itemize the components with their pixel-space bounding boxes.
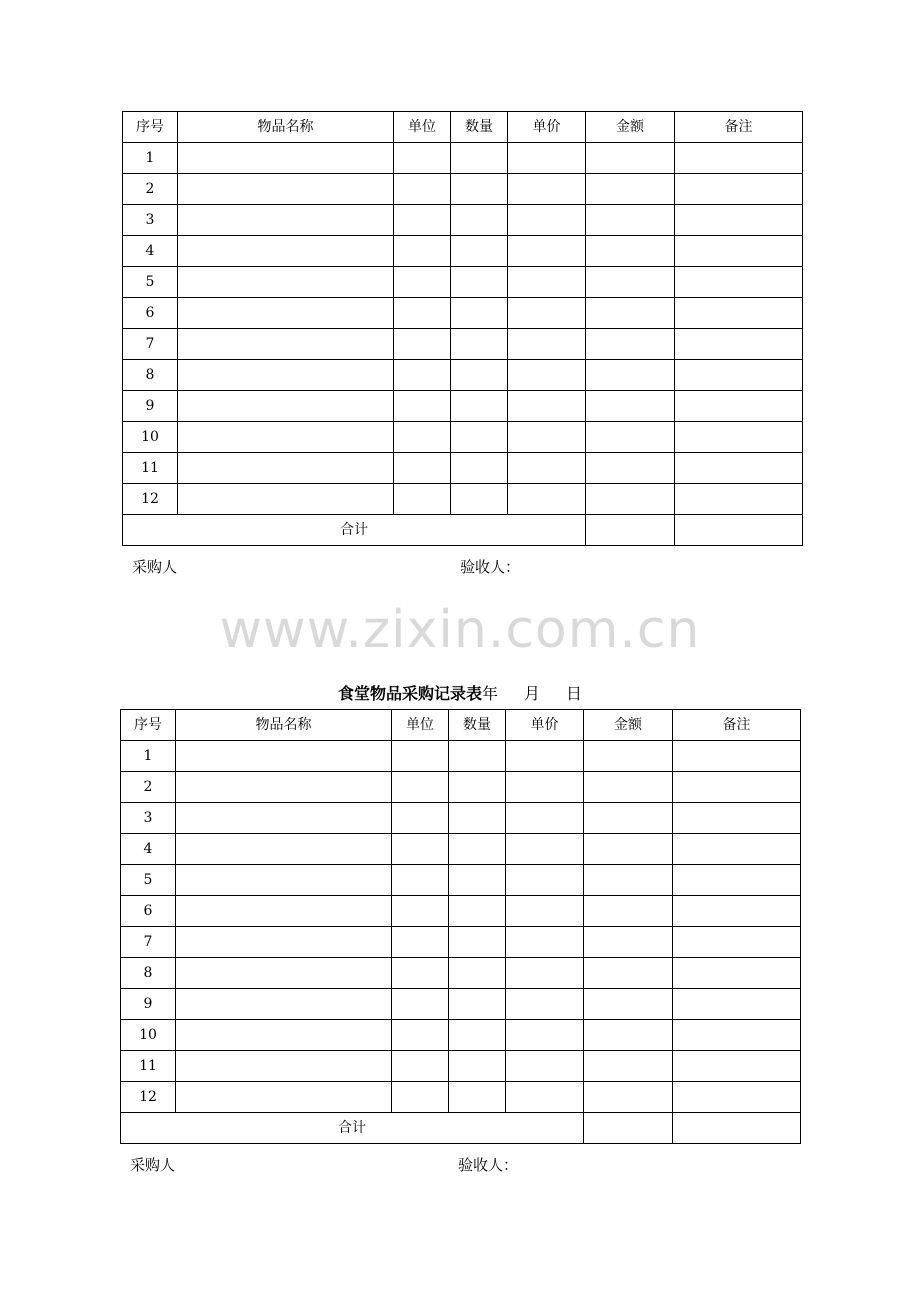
unit-price-cell[interactable]	[506, 1051, 584, 1082]
unit-cell[interactable]	[392, 989, 449, 1020]
row-number: 12	[121, 1082, 176, 1113]
remarks-cell[interactable]	[673, 803, 801, 834]
quantity-cell[interactable]	[449, 803, 506, 834]
unit-price-cell[interactable]	[508, 422, 586, 453]
quantity-cell[interactable]	[451, 360, 508, 391]
unit-price-cell[interactable]	[508, 298, 586, 329]
unit-cell[interactable]	[394, 329, 451, 360]
row-number: 8	[123, 360, 178, 391]
amount-cell[interactable]	[584, 803, 673, 834]
total-label: 合计	[123, 515, 586, 546]
quantity-cell[interactable]	[449, 1020, 506, 1051]
item-name-cell[interactable]	[178, 267, 394, 298]
quantity-cell[interactable]	[449, 927, 506, 958]
item-name-cell[interactable]	[176, 865, 392, 896]
purchase-table-1	[122, 111, 803, 546]
unit-price-cell[interactable]	[508, 391, 586, 422]
date-day-label: 日	[566, 684, 583, 703]
amount-cell[interactable]	[584, 989, 673, 1020]
table-row	[123, 298, 803, 329]
quantity-cell[interactable]	[449, 865, 506, 896]
quantity-cell[interactable]	[451, 453, 508, 484]
amount-cell[interactable]	[586, 484, 675, 515]
amount-cell[interactable]	[586, 360, 675, 391]
unit-cell[interactable]	[394, 391, 451, 422]
amount-cell[interactable]	[584, 834, 673, 865]
item-name-cell[interactable]	[176, 896, 392, 927]
header-cell-amount: 金额	[584, 710, 673, 741]
table-row	[121, 989, 801, 1020]
unit-price-cell[interactable]	[506, 834, 584, 865]
unit-cell[interactable]	[392, 803, 449, 834]
unit-cell[interactable]	[394, 360, 451, 391]
quantity-cell[interactable]	[451, 329, 508, 360]
table-row	[121, 1082, 801, 1113]
remarks-cell[interactable]	[675, 236, 803, 267]
unit-price-cell[interactable]	[508, 143, 586, 174]
unit-cell[interactable]	[392, 741, 449, 772]
unit-cell[interactable]	[394, 205, 451, 236]
quantity-cell[interactable]	[451, 205, 508, 236]
header-cell-unit: 单位	[392, 710, 449, 741]
total-row	[121, 1113, 801, 1144]
quantity-cell[interactable]	[451, 298, 508, 329]
unit-cell[interactable]	[394, 484, 451, 515]
unit-cell[interactable]	[392, 896, 449, 927]
unit-price-cell[interactable]	[506, 741, 584, 772]
remarks-cell[interactable]	[673, 958, 801, 989]
unit-cell[interactable]	[394, 453, 451, 484]
remarks-cell[interactable]	[673, 927, 801, 958]
total-remarks-cell[interactable]	[673, 1113, 801, 1144]
unit-price-cell[interactable]	[506, 958, 584, 989]
amount-cell[interactable]	[586, 422, 675, 453]
remarks-cell[interactable]	[675, 143, 803, 174]
item-name-cell[interactable]	[178, 484, 394, 515]
row-number: 12	[123, 484, 178, 515]
row-number: 6	[121, 896, 176, 927]
unit-price-cell[interactable]	[506, 989, 584, 1020]
amount-cell[interactable]	[584, 865, 673, 896]
header-cell-item-name: 物品名称	[176, 710, 392, 741]
header-cell-seq: 序号	[123, 112, 178, 143]
unit-price-cell[interactable]	[508, 174, 586, 205]
table-row	[121, 834, 801, 865]
amount-cell[interactable]	[584, 958, 673, 989]
quantity-cell[interactable]	[451, 143, 508, 174]
unit-price-cell[interactable]	[508, 360, 586, 391]
unit-price-cell[interactable]	[506, 1082, 584, 1113]
item-name-cell[interactable]	[176, 958, 392, 989]
purchaser-label: 采购人	[130, 1156, 176, 1174]
date-year-label: 年	[481, 684, 498, 703]
remarks-cell[interactable]	[675, 453, 803, 484]
item-name-cell[interactable]	[178, 422, 394, 453]
quantity-cell[interactable]	[451, 391, 508, 422]
unit-cell[interactable]	[394, 298, 451, 329]
inspector-label: 验收人：	[460, 558, 521, 576]
unit-cell[interactable]	[392, 865, 449, 896]
unit-cell[interactable]	[394, 174, 451, 205]
remarks-cell[interactable]	[673, 1082, 801, 1113]
purchaser-label: 采购人	[132, 558, 178, 576]
item-name-cell[interactable]	[176, 1020, 392, 1051]
amount-cell[interactable]	[584, 1020, 673, 1051]
quantity-cell[interactable]	[449, 1051, 506, 1082]
total-amount-cell[interactable]	[584, 1113, 673, 1144]
row-number: 5	[123, 267, 178, 298]
table-row	[121, 741, 801, 772]
item-name-cell[interactable]	[176, 741, 392, 772]
header-cell-unit-price: 单价	[508, 112, 586, 143]
unit-price-cell[interactable]	[506, 896, 584, 927]
table-row	[121, 1020, 801, 1051]
table-row	[123, 174, 803, 205]
table-row	[121, 896, 801, 927]
quantity-cell[interactable]	[451, 236, 508, 267]
header-row	[123, 112, 803, 143]
amount-cell[interactable]	[586, 143, 675, 174]
unit-cell[interactable]	[392, 927, 449, 958]
item-name-cell[interactable]	[176, 927, 392, 958]
remarks-cell[interactable]	[673, 1051, 801, 1082]
row-number: 1	[121, 741, 176, 772]
total-amount-cell[interactable]	[586, 515, 675, 546]
amount-cell[interactable]	[586, 236, 675, 267]
row-number: 6	[123, 298, 178, 329]
item-name-cell[interactable]	[178, 205, 394, 236]
amount-cell[interactable]	[586, 391, 675, 422]
quantity-cell[interactable]	[449, 958, 506, 989]
table-row	[123, 391, 803, 422]
item-name-cell[interactable]	[178, 391, 394, 422]
unit-price-cell[interactable]	[508, 453, 586, 484]
item-name-cell[interactable]	[178, 360, 394, 391]
table-row	[123, 143, 803, 174]
form-title: 食堂物品采购记录表	[337, 684, 482, 703]
row-number: 4	[123, 236, 178, 267]
remarks-cell[interactable]	[675, 484, 803, 515]
remarks-cell[interactable]	[673, 1020, 801, 1051]
amount-cell[interactable]	[584, 1082, 673, 1113]
amount-cell[interactable]	[584, 896, 673, 927]
unit-cell[interactable]	[392, 1020, 449, 1051]
form-title-line	[0, 681, 920, 704]
row-number: 7	[123, 329, 178, 360]
table-row	[123, 329, 803, 360]
table-body	[121, 741, 801, 1113]
amount-cell[interactable]	[586, 453, 675, 484]
amount-cell[interactable]	[586, 267, 675, 298]
unit-price-cell[interactable]	[508, 267, 586, 298]
date-month-label: 月	[524, 684, 541, 703]
unit-cell[interactable]	[394, 236, 451, 267]
row-number: 4	[121, 834, 176, 865]
table-row	[123, 360, 803, 391]
remarks-cell[interactable]	[675, 174, 803, 205]
amount-cell[interactable]	[584, 1051, 673, 1082]
row-number: 5	[121, 865, 176, 896]
header-cell-amount: 金额	[586, 112, 675, 143]
header-cell-unit: 单位	[394, 112, 451, 143]
total-row	[123, 515, 803, 546]
unit-price-cell[interactable]	[506, 1020, 584, 1051]
row-number: 2	[123, 174, 178, 205]
remarks-cell[interactable]	[675, 205, 803, 236]
row-number: 2	[121, 772, 176, 803]
table-row	[123, 422, 803, 453]
unit-cell[interactable]	[394, 422, 451, 453]
quantity-cell[interactable]	[449, 1082, 506, 1113]
remarks-cell[interactable]	[673, 865, 801, 896]
header-cell-item-name: 物品名称	[178, 112, 394, 143]
row-number: 11	[123, 453, 178, 484]
unit-price-cell[interactable]	[506, 927, 584, 958]
header-cell-seq: 序号	[121, 710, 176, 741]
table-row	[123, 205, 803, 236]
amount-cell[interactable]	[584, 927, 673, 958]
quantity-cell[interactable]	[451, 484, 508, 515]
item-name-cell[interactable]	[178, 236, 394, 267]
row-number: 9	[121, 989, 176, 1020]
amount-cell[interactable]	[586, 205, 675, 236]
table-row	[123, 484, 803, 515]
item-name-cell[interactable]	[178, 453, 394, 484]
remarks-cell[interactable]	[675, 298, 803, 329]
unit-price-cell[interactable]	[508, 205, 586, 236]
item-name-cell[interactable]	[176, 834, 392, 865]
total-label: 合计	[121, 1113, 584, 1144]
unit-price-cell[interactable]	[508, 236, 586, 267]
unit-price-cell[interactable]	[506, 772, 584, 803]
unit-cell[interactable]	[392, 1051, 449, 1082]
unit-price-cell[interactable]	[506, 865, 584, 896]
amount-cell[interactable]	[584, 741, 673, 772]
amount-cell[interactable]	[586, 174, 675, 205]
remarks-cell[interactable]	[675, 391, 803, 422]
table-row	[121, 927, 801, 958]
remarks-cell[interactable]	[675, 422, 803, 453]
remarks-cell[interactable]	[673, 741, 801, 772]
item-name-cell[interactable]	[178, 143, 394, 174]
item-name-cell[interactable]	[178, 298, 394, 329]
item-name-cell[interactable]	[176, 1051, 392, 1082]
inspector-label: 验收人：	[458, 1156, 519, 1174]
remarks-cell[interactable]	[673, 989, 801, 1020]
table-row	[121, 865, 801, 896]
amount-cell[interactable]	[584, 772, 673, 803]
header-cell-unit-price: 单价	[506, 710, 584, 741]
table-row	[123, 267, 803, 298]
quantity-cell[interactable]	[449, 741, 506, 772]
quantity-cell[interactable]	[451, 174, 508, 205]
unit-cell[interactable]	[394, 143, 451, 174]
row-number: 9	[123, 391, 178, 422]
remarks-cell[interactable]	[673, 896, 801, 927]
remarks-cell[interactable]	[675, 360, 803, 391]
item-name-cell[interactable]	[176, 1082, 392, 1113]
quantity-cell[interactable]	[451, 267, 508, 298]
row-number: 10	[121, 1020, 176, 1051]
header-cell-remarks: 备注	[675, 112, 803, 143]
unit-price-cell[interactable]	[506, 803, 584, 834]
amount-cell[interactable]	[586, 329, 675, 360]
watermark: www.zixin.com.cn	[219, 600, 701, 660]
purchase-table-2	[120, 709, 801, 1144]
remarks-cell[interactable]	[675, 267, 803, 298]
item-name-cell[interactable]	[176, 989, 392, 1020]
unit-cell[interactable]	[394, 267, 451, 298]
item-name-cell[interactable]	[176, 803, 392, 834]
row-number: 8	[121, 958, 176, 989]
total-remarks-cell[interactable]	[675, 515, 803, 546]
header-cell-quantity: 数量	[451, 112, 508, 143]
quantity-cell[interactable]	[449, 989, 506, 1020]
row-number: 11	[121, 1051, 176, 1082]
unit-cell[interactable]	[392, 1082, 449, 1113]
unit-cell[interactable]	[392, 958, 449, 989]
table-row	[121, 772, 801, 803]
quantity-cell[interactable]	[451, 422, 508, 453]
remarks-cell[interactable]	[673, 772, 801, 803]
table-body	[123, 143, 803, 515]
row-number: 3	[121, 803, 176, 834]
unit-cell[interactable]	[392, 772, 449, 803]
quantity-cell[interactable]	[449, 834, 506, 865]
table-row	[123, 453, 803, 484]
header-row	[121, 710, 801, 741]
row-number: 3	[123, 205, 178, 236]
header-cell-remarks: 备注	[673, 710, 801, 741]
row-number: 1	[123, 143, 178, 174]
table-row	[121, 803, 801, 834]
amount-cell[interactable]	[586, 298, 675, 329]
row-number: 7	[121, 927, 176, 958]
unit-price-cell[interactable]	[508, 484, 586, 515]
item-name-cell[interactable]	[178, 174, 394, 205]
row-number: 10	[123, 422, 178, 453]
table-row	[123, 236, 803, 267]
quantity-cell[interactable]	[449, 772, 506, 803]
quantity-cell[interactable]	[449, 896, 506, 927]
item-name-cell[interactable]	[178, 329, 394, 360]
unit-cell[interactable]	[392, 834, 449, 865]
unit-price-cell[interactable]	[508, 329, 586, 360]
remarks-cell[interactable]	[675, 329, 803, 360]
table-row	[121, 958, 801, 989]
item-name-cell[interactable]	[176, 772, 392, 803]
remarks-cell[interactable]	[673, 834, 801, 865]
header-cell-quantity: 数量	[449, 710, 506, 741]
table-row	[121, 1051, 801, 1082]
